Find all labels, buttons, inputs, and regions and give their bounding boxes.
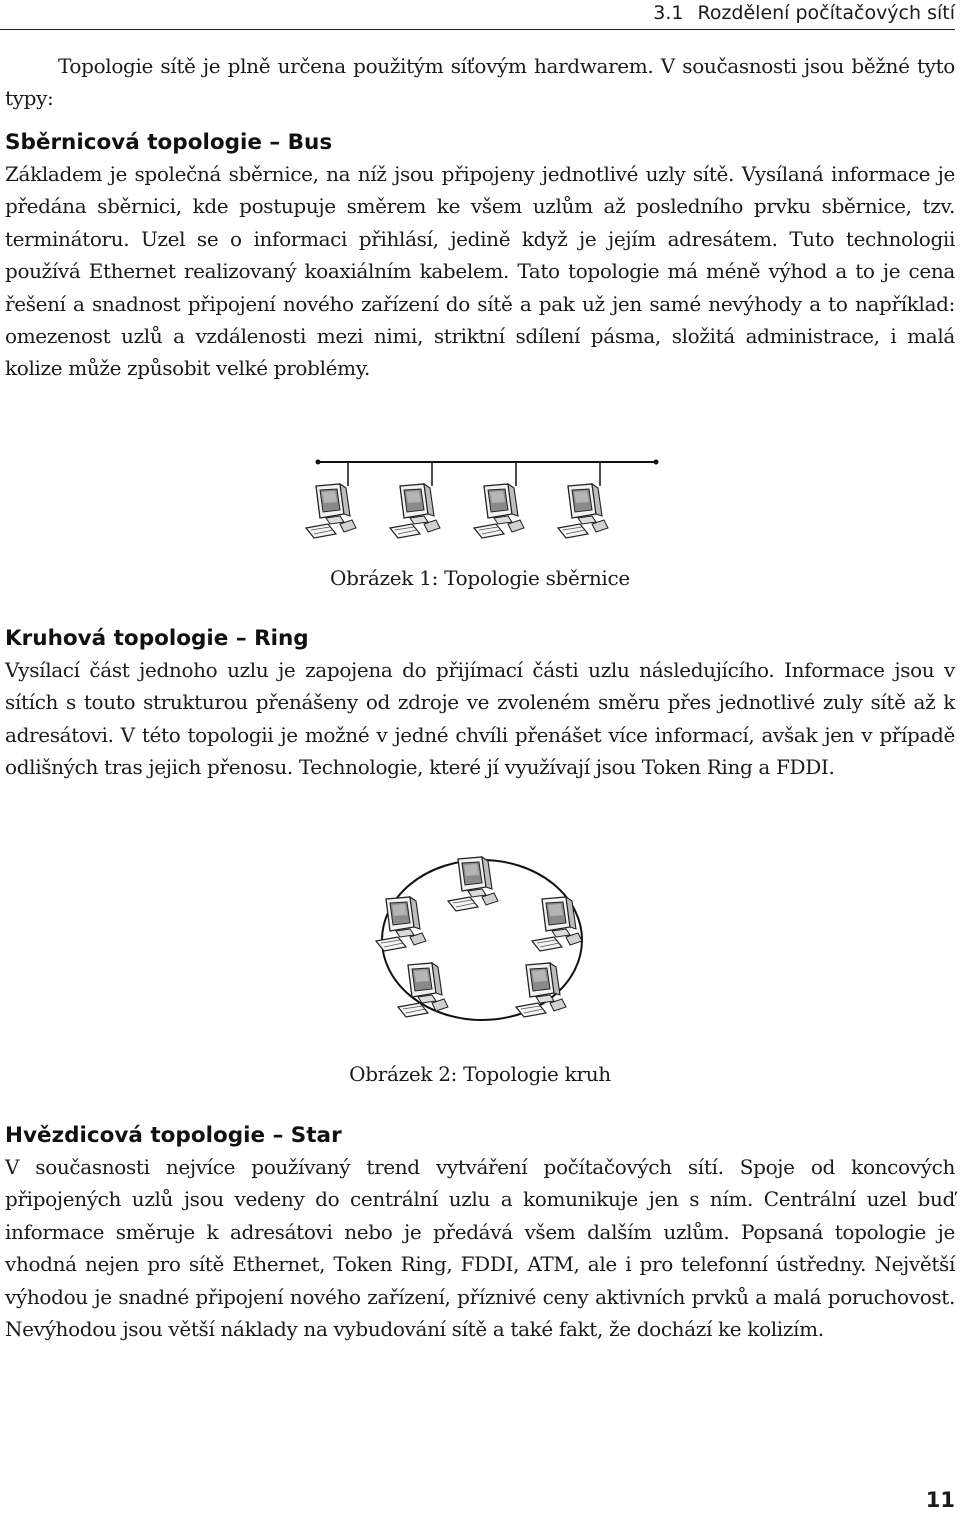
intro-block	[5, 50, 955, 115]
workstation-icon	[398, 963, 448, 1017]
page-number: 11	[925, 1488, 955, 1512]
bus-heading: Sběrnicová topologie – Bus	[5, 130, 333, 155]
workstation-icon	[448, 857, 498, 911]
intro-paragraph: Topologie sítě je plně určena použitým síťovým hardwarem. V současnosti jsou běžné tyto typy:	[5, 54, 955, 111]
workstation-icon	[474, 484, 524, 538]
terminator-left	[316, 460, 321, 465]
workstation-icon	[558, 484, 608, 538]
header-section-number: 3.1	[653, 2, 684, 24]
star-section	[5, 1121, 955, 1345]
bus-node-3	[474, 462, 524, 538]
bus-paragraph: Základem je společná sběrnice, na níž jsou připojeny jednotlivé uzly sítě. Vysílaná informace je předána sběrnici, kde postupuje směrem ke všem uzlům až posledního prvku sběrnice, tzv. terminátoru. Uzel se o informaci přihlásí, jedině když je jejím adresátem. Tuto technologii používá Ethernet realizovaný koaxiálním kabelem. Tato topologie má méně výhod a to je cena řešení a snadnost připojení nového zařízení do sítě a pak už jen samé nevýhody a to například: omezenost uzlů a vzdálenosti mezi nimi, striktní sdílení pásma, složitá administrace, i malá kolize může způsobit velké problémy.	[5, 162, 955, 381]
figure-2-caption: Obrázek 2: Topologie kruh	[349, 1062, 611, 1086]
running-header	[0, 0, 955, 30]
ring-heading: Kruhová topologie – Ring	[5, 626, 309, 651]
workstation-icon	[306, 484, 356, 538]
bus-topology-figure	[300, 452, 670, 547]
ring-section	[5, 624, 955, 784]
ring-topology-figure	[370, 845, 590, 1035]
bus-section	[5, 128, 955, 385]
star-heading: Hvězdicová topologie – Star	[5, 1123, 342, 1148]
workstation-icon	[390, 484, 440, 538]
ring-paragraph: Vysílací část jednoho uzlu je zapojena do přijímací části uzlu následujícího. Informace jsou v sítích s touto strukturou přenášeny od zdroje ve zvoleném směru přes jednotlivé zuly sítě až k adresátovi. V této topologii je možné v jedné chvíli přenášet více informací, avšak jen v případě odlišných tras jejich přenosu. Technologie, které jí využívají jsou Token Ring a FDDI.	[5, 658, 955, 780]
star-paragraph: V současnosti nejvíce používaný trend vytváření počítačových sítí. Spoje od koncových připojených uzlů jsou vedeny do centrální uzlu a komunikuje jen s ním. Centrální uzel buď informace směruje k adresátovi nebo je předává všem dalším uzlům. Popsaná topologie je vhodná nejen pro sítě Ethernet, Token Ring, FDDI, ATM, ale i pro telefonní ústředny. Největší výhodou je snadné připojení nového zařízení, příznivé ceny aktivních prvků a malá poruchovost. Nevýhodou jsou větší náklady na vybudování sítě a také fakt, že dochází ke kolizím.	[5, 1155, 955, 1342]
bus-node-4	[558, 462, 608, 538]
workstation-icon	[532, 897, 582, 951]
terminator-right	[654, 460, 659, 465]
workstation-icon	[516, 963, 566, 1017]
figure-1-caption: Obrázek 1: Topologie sběrnice	[330, 566, 630, 590]
bus-node-1	[306, 462, 356, 538]
bus-node-2	[390, 462, 440, 538]
header-section-title: Rozdělení počítačových sítí	[697, 2, 955, 24]
